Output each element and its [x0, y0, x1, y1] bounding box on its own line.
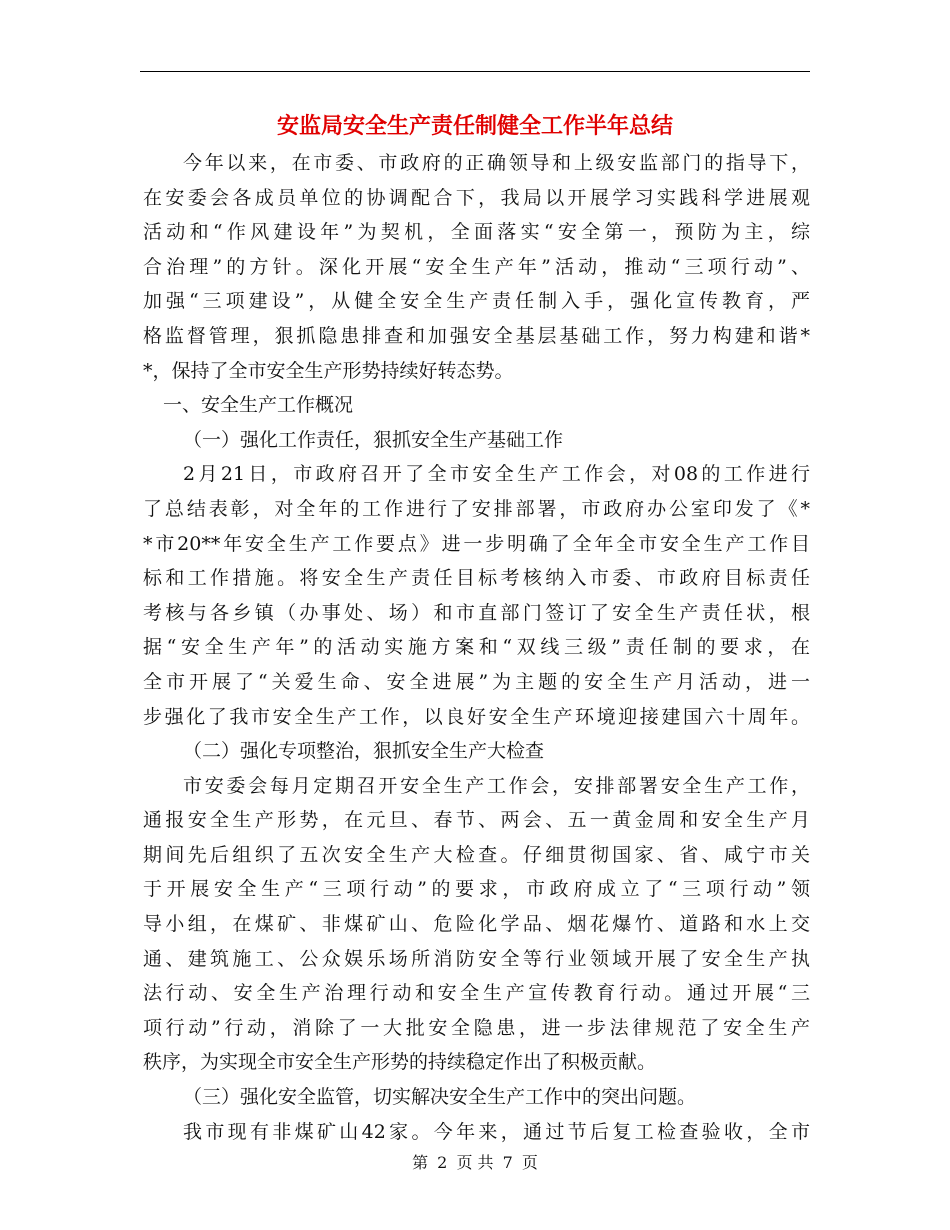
footer-suffix: 页: [521, 1153, 538, 1172]
document-body: [143, 146, 810, 1149]
subsection-heading: （三）强化安全监管，切实解决安全生产工作中的突出问题。: [183, 1086, 697, 1109]
text-line: 加强“三项建设”，从健全安全生产责任制入手，强化宣传教育，严: [143, 290, 810, 313]
text-line: 今年以来，在市委、市政府的正确领导和上级安监部门的指导下，: [183, 152, 810, 174]
text-line: 活动和“作风建设年”为契机，全面落实“安全第一，预防为主，综: [143, 221, 810, 244]
text-line: 格监督管理，狠抓隐患排查和加强安全基层基础工作，努力构建和谐*: [143, 324, 810, 347]
text-line: 市安委会每月定期召开安全生产工作会，安排部署安全生产工作，: [183, 774, 810, 797]
text-line: 秩序，为实现全市安全生产形势的持续稳定作出了积极贡献。: [143, 1051, 657, 1074]
total-pages-number: 7: [502, 1153, 513, 1172]
header-rule: [140, 71, 810, 72]
footer-prefix: 第: [412, 1153, 429, 1172]
subsection-heading: （一）强化工作责任，狠抓安全生产基础工作: [183, 428, 564, 451]
text-line: 据“安全生产年”的活动实施方案和“双线三级”责任制的要求，在: [143, 636, 810, 659]
text-line: 于开展安全生产“三项行动”的要求，市政府成立了“三项行动”领: [143, 878, 810, 901]
text-line: 通报安全生产形势，在元旦、春节、两会、五一黄金周和安全生产月: [143, 809, 810, 832]
footer-middle: 页 共: [456, 1153, 494, 1172]
text-line: 合治理”的方针。深化开展“安全生产年”活动，推动“三项行动”、: [143, 255, 810, 278]
text-line: 考核与各乡镇（办事处、场）和市直部门签订了安全生产责任状，根: [143, 601, 810, 624]
document-title: 安监局安全生产责任制健全工作半年总结: [276, 113, 673, 139]
page-footer: [0, 1151, 950, 1175]
text-line: 在安委会各成员单位的协调配合下，我局以开展学习实践科学进展观: [143, 186, 810, 209]
subsection-heading: （二）强化专项整治，狠抓安全生产大检查: [183, 740, 545, 763]
text-line: 步强化了我市安全生产工作，以良好安全生产环境迎接建国六十周年。: [143, 705, 810, 728]
section-heading: 一、安全生产工作概况: [163, 394, 354, 417]
text-line: *，保持了全市安全生产形势持续好转态势。: [143, 359, 514, 382]
text-line: 我市现有非煤矿山42家。今年来，通过节后复工检查验收，全市: [183, 1120, 810, 1143]
text-line: 导小组，在煤矿、非煤矿山、危险化学品、烟花爆竹、道路和水上交: [143, 913, 810, 936]
text-line: 全市开展了“关爱生命、安全进展”为主题的安全生产月活动，进一: [143, 670, 810, 693]
text-line: 2月21日，市政府召开了全市安全生产工作会，对08的工作进行: [183, 463, 810, 486]
text-line: 通、建筑施工、公众娱乐场所消防安全等行业领域开展了安全生产执: [143, 947, 810, 970]
current-page-number: 2: [437, 1153, 448, 1172]
text-line: 标和工作措施。将安全生产责任目标考核纳入市委、市政府目标责任: [143, 567, 810, 590]
text-line: 了总结表彰，对全年的工作进行了安排部署，市政府办公室印发了《*: [143, 497, 810, 520]
text-line: 项行动”行动，消除了一大批安全隐患，进一步法律规范了安全生产: [143, 1016, 810, 1039]
text-line: *市20**年安全生产工作要点》进一步明确了全年全市安全生产工作目: [143, 532, 810, 555]
text-line: 法行动、安全生产治理行动和安全生产宣传教育行动。通过开展“三: [143, 982, 810, 1005]
text-line: 期间先后组织了五次安全生产大检查。仔细贯彻国家、省、咸宁市关: [143, 843, 810, 866]
